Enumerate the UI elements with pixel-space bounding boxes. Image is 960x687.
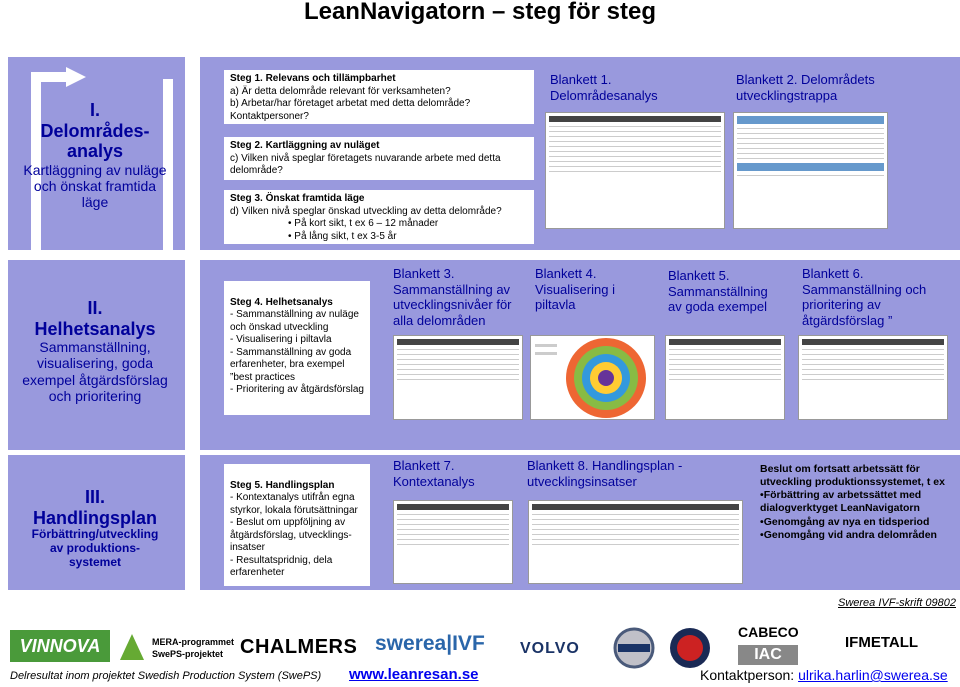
delresultat-text: Delresultat inom projektet Swedish Production System (SwePS): [10, 670, 322, 682]
row-1-left-text: [20, 100, 170, 210]
mera-text: [152, 637, 234, 660]
contact-label: Kontaktperson:: [700, 667, 799, 683]
cabeco-logo-text: CABECO: [738, 624, 799, 640]
swerea-ivf-logo-text: swerea|IVF: [375, 632, 485, 655]
blankett-2-title: Blankett 2. Delområdets utvecklingstrappa: [736, 72, 875, 103]
step-2-c: c) Vilken nivå speglar företagets nuvarande arbete med detta delområde?: [230, 152, 501, 176]
blankett-2-thumbnail[interactable]: [733, 112, 888, 229]
ifmetall-logo-text: IFMETALL: [845, 634, 919, 651]
contact-line: [700, 667, 948, 683]
step-2-heading: Steg 2. Kartläggning av nuläget: [230, 140, 380, 151]
row-3-sub: Förbättring/utveckling av produktions-systemet: [31, 527, 159, 569]
cabeco-logo: [738, 624, 799, 640]
blankett-3-thumbnail[interactable]: [393, 335, 523, 420]
decision-heading: Beslut om fortsatt arbetssätt för utveckling produktionssystemet, t ex: [760, 463, 945, 489]
report-number: Swerea IVF-skrift 09802: [838, 597, 956, 609]
mera-program: MERA-programmet: [152, 637, 235, 647]
row-1-num: I.: [89, 100, 100, 120]
step-5-box: [224, 464, 370, 586]
volvo-logo: [520, 640, 580, 658]
swerea-ivf-logo: [375, 632, 485, 656]
contact-email-link[interactable]: ulrika.harlin@swerea.se: [798, 667, 948, 683]
decision-bullet-2: Genomgång av nya en tidsperiod: [763, 515, 930, 528]
step-4-body: - Sammanställning av nuläge och önskad utveckling - Visualisering i piltavla - Sammanställning av goda erfarenheter, bra exempel ”best practices - Prioritering av åtgärdsförslag: [230, 309, 364, 395]
mera-triangle-icon: [118, 632, 146, 662]
step-2-box: [224, 137, 534, 180]
blankett-3-title: Blankett 3. Sammanställning av utvecklingsnivåer för alla delområden: [393, 266, 512, 328]
blankett-1-thumbnail[interactable]: [545, 112, 725, 229]
row-1-sub: Kartläggning av nuläge och önskat framtida läge: [23, 162, 167, 211]
blankett-5-thumbnail[interactable]: [665, 335, 785, 420]
blankett-8-thumbnail[interactable]: [528, 500, 743, 584]
blankett-6-thumbnail[interactable]: [798, 335, 948, 420]
blankett-5-title: Blankett 5. Sammanställning av goda exempel: [668, 268, 768, 315]
iac-logo: [738, 645, 798, 665]
volvo-logo-text: VOLVO: [520, 640, 580, 657]
row-3-num: III.: [84, 487, 105, 507]
step-4-box: [224, 281, 370, 415]
iac-logo-text: IAC: [754, 646, 782, 663]
step-3-box: [224, 190, 534, 244]
blankett-6-title: Blankett 6. Sammanställning och prioritering av åtgärdsförslag ”: [802, 266, 927, 328]
row-3-title: Handlingsplan: [32, 507, 157, 528]
chalmers-logo-text: CHALMERS: [240, 636, 358, 658]
sweps-project: SwePS-projektet: [152, 648, 224, 659]
row-1-title: Delområdes-analys: [40, 120, 150, 162]
row-2-title: Helhetsanalys: [34, 318, 156, 339]
blankett-4-thumbnail[interactable]: [530, 335, 655, 420]
step-1-b: b) Arbetar/har företaget arbetat med detta delområde?: [230, 98, 471, 109]
page-title: LeanNavigatorn – steg för steg: [303, 0, 657, 25]
step-5-heading: Steg 5. Handlingsplan: [230, 479, 335, 491]
step-4-heading: Steg 4. Helhetsanalys: [230, 296, 333, 308]
step-3-heading: Steg 3. Önskat framtida läge: [230, 193, 365, 204]
row-3-left-text: [25, 487, 165, 570]
blankett-7-thumbnail[interactable]: [393, 500, 513, 584]
step-1-box: [224, 70, 534, 124]
vinnova-logo: [10, 630, 110, 662]
row-2-num: II.: [87, 298, 103, 318]
chalmers-logo: [240, 636, 357, 659]
vinnova-logo-text: VINNOVA: [19, 636, 101, 656]
step-5-body: - Kontextanalys utifrån egna styrkor, lokala förutsättningar - Beslut om uppföljning av åtgärdsförslag, utvecklings-insatser - Resultatspridnig, dela erfarenheter: [230, 492, 358, 578]
volvo-emblem-icon: [612, 626, 656, 670]
step-1-heading: Steg 1. Relevans och tillämpbarhet: [230, 73, 396, 84]
blankett-1-title: Blankett 1. Delområdesanalys: [550, 72, 658, 103]
blankett-8-title: Blankett 8. Handlingsplan - utvecklingsinsatser: [527, 458, 683, 489]
website-link[interactable]: www.leanresan.se: [349, 666, 479, 683]
target-chart-icon: [531, 336, 654, 419]
step-3-bullet-2: • På lång sikt, t ex 3-5 år: [288, 231, 528, 244]
blankett-7-title: Blankett 7. Kontextanalys: [393, 458, 475, 489]
step-3-d: d) Vilken nivå speglar önskad utveckling av detta delområde?: [230, 205, 502, 217]
step-1-c: Kontaktpersoner?: [230, 110, 309, 122]
ifmetall-logo: [845, 634, 918, 651]
step-3-bullet-1: • På kort sikt, t ex 6 – 12 månader: [288, 218, 528, 231]
decision-bullet-1: Förbättring av arbetssättet med dialogverktyget LeanNavigatorn: [760, 489, 922, 515]
row-2-left-text: [20, 298, 170, 404]
row-2-sub: Sammanställning, visualisering, goda exempel åtgärdsförslag och prioritering: [22, 339, 168, 404]
decision-box: Beslut om fortsatt arbetssätt för utveckling produktionssystemet, t ex •Förbättring av arbetssättet med dialogverktyget LeanNavigatorn •Genomgång av nya en tidsperiod •Genomgång vid andra delområden: [760, 463, 955, 542]
step-1-a: a) Är detta delområde relevant för verksamheten?: [230, 85, 451, 97]
blankett-4-title: Blankett 4. Visualisering i piltavla: [535, 266, 615, 313]
saab-emblem-icon: [668, 624, 712, 672]
decision-bullet-3: Genomgång vid andra delområden: [763, 528, 937, 541]
